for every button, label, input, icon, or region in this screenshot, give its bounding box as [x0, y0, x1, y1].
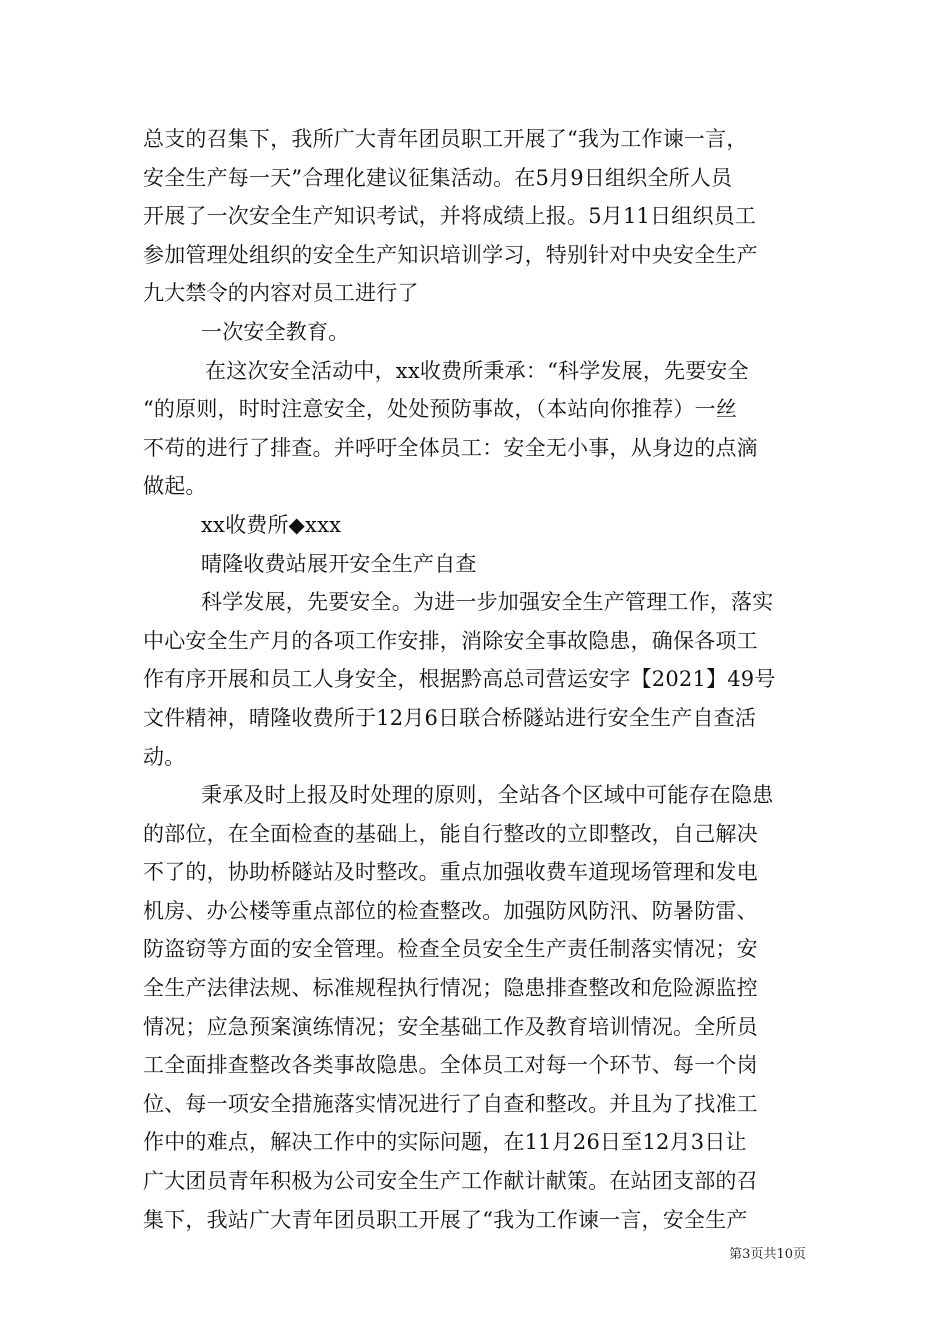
text-line: 动。: [143, 744, 186, 769]
page-number: 第3页共10页: [729, 1247, 806, 1262]
text-line: 总支的召集下，我所广大青年团员职工开展了“我为工作谏一言，: [143, 127, 748, 151]
text-line: 科学发展，先要安全。为进一步加强安全生产管理工作，落实: [201, 590, 774, 615]
document-body: [143, 120, 811, 1239]
text-line: 九大禁令的内容对员工进行了: [143, 281, 419, 306]
text-line: 集下，我站广大青年团员职工开展了“我为工作谏一言，安全生产: [143, 1207, 748, 1232]
text-line: 晴隆收费站展开安全生产自查: [201, 551, 477, 576]
text-line: 不了的，协助桥隧站及时整改。重点加强收费车道现场管理和发电: [143, 860, 758, 885]
text-line: 安全生产每一天”合理化建议征集活动。在5月9日组织全所人员: [143, 165, 733, 190]
text-line: 全生产法律法规、标准规程执行情况；隐患排查整改和危险源监控: [143, 976, 758, 1001]
text-line: 工全面排查整改各类事故隐患。全体员工对每一个环节、每一个岗: [143, 1053, 758, 1078]
text-line: 参加管理处组织的安全生产知识培训学习，特别针对中央安全生产: [143, 242, 758, 267]
text-line: 机房、办公楼等重点部位的检查整改。加强防风防汛、防暑防雷、: [143, 898, 758, 923]
text-line: 中心安全生产月的各项工作安排，消除安全事故隐患，确保各项工: [143, 628, 758, 653]
text-line: 秉承及时上报及时处理的原则，全站各个区域中可能存在隐患: [201, 783, 774, 808]
text-line: xx收费所◆xxx: [201, 512, 342, 537]
text-line: 广大团员青年积极为公司安全生产工作献计献策。在站团支部的召: [143, 1169, 758, 1194]
text-line: 开展了一次安全生产知识考试，并将成绩上报。5月11日组织员工: [143, 204, 757, 229]
text-line: 不苟的进行了排查。并呼吁全体员工：安全无小事，从身边的点滴: [143, 435, 758, 460]
text-line: “的原则，时时注意安全，处处预防事故，（本站向你推荐）一丝: [143, 397, 738, 422]
text-line: 情况；应急预案演练情况；安全基础工作及教育培训情况。全所员: [143, 1014, 758, 1039]
text-line: 作有序开展和员工人身安全，根据黔高总司营运安字【2021】49号: [143, 667, 776, 692]
text-line: 作中的难点，解决工作中的实际问题，在11月26日至12月3日让: [143, 1130, 747, 1155]
text-line: 在这次安全活动中，xx收费所秉承：“科学发展，先要安全: [205, 358, 749, 383]
text-line: 位、每一项安全措施落实情况进行了自查和整改。并且为了找准工: [143, 1091, 758, 1116]
text-line: 一次安全教育。: [201, 319, 350, 344]
text-line: 做起。: [143, 474, 207, 499]
text-line: 的部位，在全面检查的基础上，能自行整改的立即整改，自己解决: [143, 821, 758, 846]
text-line: 防盗窃等方面的安全管理。检查全员安全生产责任制落实情况；安: [143, 937, 758, 962]
text-line: 文件精神，晴隆收费所于12月6日联合桥隧站进行安全生产自查活: [143, 705, 757, 730]
